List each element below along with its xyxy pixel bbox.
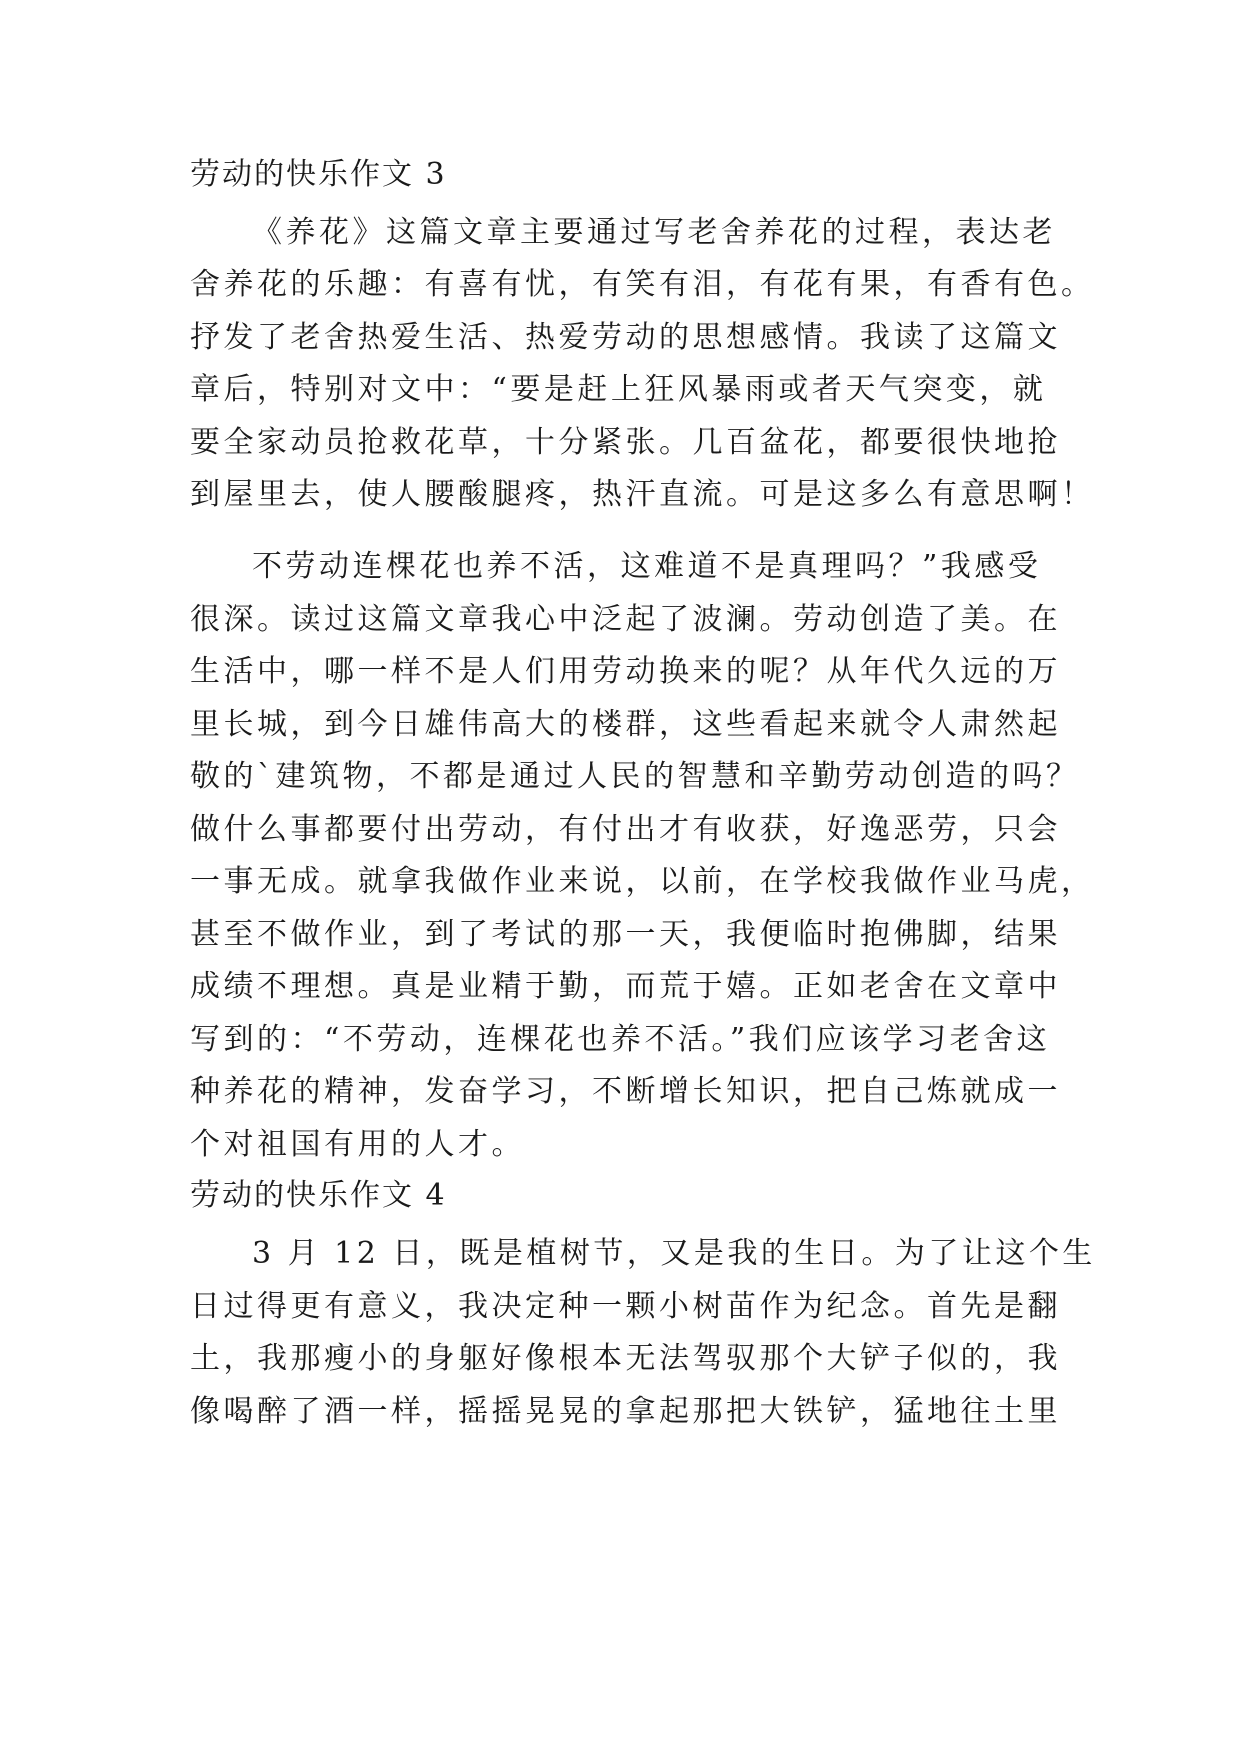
paragraph-line: 土，我那瘦小的身躯好像根本无法驾驭那个大铲子似的，我	[190, 1341, 1061, 1376]
paragraph-line: 3 月 12 日，既是植树节，又是我的生日。为了让这个生	[252, 1236, 1096, 1271]
paragraph-line: 写到的：“不劳动，连棵花也养不活。”我们应该学习老舍这	[190, 1022, 1051, 1057]
section-heading: 劳动的快乐作文 4	[190, 1178, 447, 1213]
paragraph-line: 抒发了老舍热爱生活、热爱劳动的思想感情。我读了这篇文	[190, 320, 1061, 355]
paragraph-line: 到屋里去，使人腰酸腿疼，热汗直流。可是这多么有意思啊！	[190, 477, 1095, 512]
paragraph-line: 个对祖国有用的人才。	[190, 1127, 525, 1162]
paragraph-line: 《养花》这篇文章主要通过写老舍养花的过程，表达老	[252, 215, 1056, 250]
paragraph-line: 日过得更有意义，我决定种一颗小树苗作为纪念。首先是翻	[190, 1289, 1061, 1324]
section-heading: 劳动的快乐作文 3	[190, 157, 447, 192]
paragraph-line: 舍养花的乐趣：有喜有忧，有笑有泪，有花有果，有香有色。	[190, 267, 1095, 302]
paragraph-line: 一事无成。就拿我做作业来说，以前，在学校我做作业马虎，	[190, 864, 1095, 899]
paragraph-line: 成绩不理想。真是业精于勤，而荒于嬉。正如老舍在文章中	[190, 969, 1061, 1004]
paragraph-line: 生活中，哪一样不是人们用劳动换来的呢？从年代久远的万	[190, 654, 1061, 689]
paragraph-line: 不劳动连棵花也养不活，这难道不是真理吗？”我感受	[252, 549, 1042, 584]
paragraph-line: 很深。读过这篇文章我心中泛起了波澜。劳动创造了美。在	[190, 602, 1061, 637]
paragraph-line: 种养花的精神，发奋学习，不断增长知识，把自己炼就成一	[190, 1074, 1061, 1109]
paragraph-line: 里长城，到今日雄伟高大的楼群，这些看起来就令人肃然起	[190, 707, 1061, 742]
paragraph-line: 要全家动员抢救花草，十分紧张。几百盆花，都要很快地抢	[190, 425, 1061, 460]
paragraph-line: 章后，特别对文中：“要是赶上狂风暴雨或者天气突变，就	[190, 372, 1047, 407]
paragraph-line: 敬的`建筑物，不都是通过人民的智慧和辛勤劳动创造的吗？	[190, 759, 1080, 794]
paragraph-line: 甚至不做作业，到了考试的那一天，我便临时抱佛脚，结果	[190, 917, 1061, 952]
paragraph-line: 做什么事都要付出劳动，有付出才有收获，好逸恶劳，只会	[190, 812, 1061, 847]
paragraph-line: 像喝醉了酒一样，摇摇晃晃的拿起那把大铁铲，猛地往土里	[190, 1394, 1061, 1429]
